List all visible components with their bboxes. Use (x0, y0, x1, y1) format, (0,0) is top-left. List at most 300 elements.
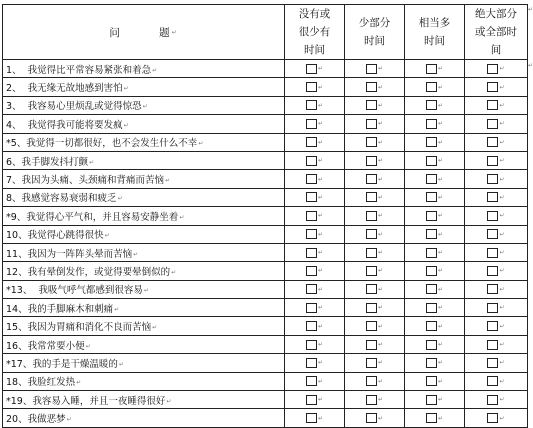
checkbox[interactable] (306, 376, 317, 386)
return-mark: ↵ (437, 267, 444, 275)
return-mark: ↵ (437, 193, 444, 201)
option-cell-considerable (405, 391, 465, 409)
return-mark: ↵ (499, 267, 505, 275)
question-text: 我的手是干燥温暖的 (32, 358, 118, 370)
checkbox[interactable] (487, 376, 498, 386)
question-row (3, 133, 528, 151)
checkbox[interactable] (306, 340, 317, 350)
return-mark: ↵ (437, 101, 444, 109)
option-cell-considerable (405, 60, 465, 78)
option-cell-most (465, 96, 528, 114)
option-cell-little (345, 280, 405, 298)
checkbox[interactable] (426, 321, 437, 331)
option-cell-little (345, 115, 405, 133)
question-number: 15、 (6, 322, 28, 334)
checkbox[interactable] (426, 174, 437, 184)
return-mark: ↵ (317, 249, 324, 257)
checkbox[interactable] (426, 119, 437, 129)
return-mark: ↵ (437, 304, 444, 312)
return-mark: ↵ (499, 304, 505, 312)
option-cell-none (285, 391, 345, 409)
question-text: 我容易心里烦乱或觉得惊恐 (21, 101, 142, 113)
option-cell-considerable (405, 151, 465, 169)
question-row (3, 170, 528, 188)
checkbox[interactable] (306, 192, 317, 202)
question-text: 我觉得我可能将要发疯 (21, 119, 123, 131)
checkbox[interactable] (366, 284, 377, 294)
option-cell-none (285, 317, 345, 335)
option-cell-none (285, 170, 345, 188)
question-number: 3、 (6, 101, 22, 113)
option-header-little: 少部分 时间 (345, 5, 405, 60)
option-cell-considerable (405, 207, 465, 225)
checkbox[interactable] (426, 229, 437, 239)
option-cell-none (285, 225, 345, 243)
return-mark: ↵ (171, 268, 177, 276)
return-mark: ↵ (123, 85, 129, 93)
return-mark: ↵ (437, 359, 444, 367)
return-mark: ↵ (377, 65, 384, 73)
checkbox[interactable] (366, 413, 377, 423)
return-mark: ↵ (499, 249, 505, 257)
option-cell-little (345, 188, 405, 206)
checkbox[interactable] (487, 340, 498, 350)
question-text: 我因为一阵阵头晕而苦恼 (27, 248, 133, 260)
return-mark: ↵ (499, 138, 505, 146)
return-mark: ↵ (499, 157, 505, 165)
return-mark: ↵ (152, 66, 158, 74)
question-text-cell (3, 133, 285, 151)
return-mark: ↵ (437, 212, 444, 220)
option-cell-little (345, 151, 405, 169)
option-cell-most (465, 317, 528, 335)
checkbox[interactable] (426, 358, 437, 368)
option-cell-none (285, 409, 345, 427)
checkbox[interactable] (426, 82, 437, 92)
return-mark: ↵ (499, 101, 505, 109)
checkbox[interactable] (366, 211, 377, 221)
checkbox[interactable] (426, 376, 437, 386)
return-mark: ↵ (437, 322, 444, 330)
return-mark: ↵ (317, 414, 324, 422)
checkbox[interactable] (306, 413, 317, 423)
checkbox[interactable] (306, 395, 317, 405)
checkbox[interactable] (426, 266, 437, 276)
question-text: 我常常要小便 (27, 340, 85, 352)
return-mark: ↵ (89, 158, 95, 166)
option-cell-considerable (405, 225, 465, 243)
question-text: 我因为头痛、头颈痛和背痛而苦恼 (21, 175, 165, 187)
return-mark: ↵ (198, 140, 204, 148)
question-row (3, 317, 528, 335)
question-number: *17、 (6, 358, 33, 370)
return-mark: ↵ (377, 377, 384, 385)
option-cell-most (465, 225, 528, 243)
option-cell-little (345, 225, 405, 243)
return-mark: ↵ (133, 250, 139, 258)
question-text: 我脸红发热 (27, 377, 76, 389)
return-mark: ↵ (499, 120, 505, 128)
return-mark: ↵ (437, 65, 444, 73)
return-mark: ↵ (437, 396, 444, 404)
question-text-cell (3, 60, 285, 78)
return-mark: ↵ (317, 396, 324, 404)
return-mark: ↵ (142, 103, 148, 111)
checkbox[interactable] (366, 321, 377, 331)
question-number: 20、 (6, 414, 28, 426)
checkbox[interactable] (426, 64, 437, 74)
option-cell-none (285, 354, 345, 372)
option-cell-considerable (405, 243, 465, 261)
option-cell-none (285, 60, 345, 78)
checkbox[interactable] (366, 100, 377, 110)
checkbox[interactable] (426, 156, 437, 166)
return-mark: ↵ (317, 322, 324, 330)
return-mark: ↵ (377, 175, 384, 183)
option-cell-little (345, 78, 405, 96)
return-mark: ↵ (166, 397, 172, 405)
return-mark: ↵ (114, 305, 120, 313)
return-mark: ↵ (85, 342, 91, 350)
return-mark: ↵ (317, 193, 324, 201)
question-row (3, 280, 528, 298)
return-mark: ↵ (377, 138, 384, 146)
checkbox[interactable] (487, 321, 498, 331)
return-mark: ↵ (317, 341, 324, 349)
return-mark: ↵ (377, 304, 384, 312)
checkbox[interactable] (487, 100, 498, 110)
question-row (3, 225, 528, 243)
return-mark: ↵ (104, 232, 110, 240)
checkbox[interactable] (306, 211, 317, 221)
question-text: 我无缘无故地感到害怕 (21, 83, 123, 95)
question-row (3, 354, 528, 372)
option-cell-most (465, 372, 528, 390)
checkbox[interactable] (306, 229, 317, 239)
option-cell-considerable (405, 115, 465, 133)
option-cell-little (345, 207, 405, 225)
checkbox[interactable] (426, 413, 437, 423)
return-mark: ↵ (437, 230, 444, 238)
return-mark: ↵ (499, 285, 505, 293)
checkbox[interactable] (306, 321, 317, 331)
question-text: 我觉得一切都很好，也不会发生什么不幸 (26, 138, 198, 150)
option-cell-most (465, 335, 528, 353)
checkbox[interactable] (487, 395, 498, 405)
checkbox[interactable] (366, 395, 377, 405)
checkbox[interactable] (426, 100, 437, 110)
return-mark: ↵ (377, 212, 384, 220)
return-mark: ↵ (377, 249, 384, 257)
checkbox[interactable] (426, 248, 437, 258)
option-cell-none (285, 243, 345, 261)
checkbox[interactable] (366, 192, 377, 202)
option-cell-considerable (405, 133, 465, 151)
checkbox[interactable] (426, 192, 437, 202)
return-mark: ↵ (499, 359, 505, 367)
question-text-cell (3, 243, 285, 261)
return-mark: ↵ (499, 230, 505, 238)
checkbox[interactable] (487, 211, 498, 221)
checkbox[interactable] (487, 284, 498, 294)
option-cell-little (345, 96, 405, 114)
checkbox[interactable] (366, 229, 377, 239)
return-mark: ↵ (317, 359, 324, 367)
question-text-cell (3, 170, 285, 188)
checkbox[interactable] (306, 137, 317, 147)
return-mark: ↵ (377, 101, 384, 109)
option-cell-none (285, 372, 345, 390)
checkbox[interactable] (426, 303, 437, 313)
checkbox[interactable] (366, 119, 377, 129)
checkbox[interactable] (487, 137, 498, 147)
option-cell-considerable (405, 78, 465, 96)
question-number: 12、 (6, 266, 28, 278)
option-cell-little (345, 372, 405, 390)
checkbox[interactable] (306, 266, 317, 276)
return-mark: ↵ (76, 379, 82, 387)
option-cell-little (345, 409, 405, 427)
option-cell-most (465, 391, 528, 409)
return-mark: ↵ (499, 193, 505, 201)
question-number: 2、 (6, 83, 22, 95)
checkbox[interactable] (306, 248, 317, 258)
question-text: 我觉得比平常容易紧张和着急 (21, 64, 152, 76)
option-cell-considerable (405, 188, 465, 206)
option-cell-none (285, 280, 345, 298)
question-text-cell (3, 280, 285, 298)
checkbox[interactable] (306, 119, 317, 129)
checkbox[interactable] (306, 303, 317, 313)
option-cell-most (465, 409, 528, 427)
return-mark: ↵ (317, 285, 324, 293)
question-number: 14、 (6, 303, 28, 315)
question-text-cell (3, 372, 285, 390)
question-number: *9、 (6, 211, 27, 223)
question-row (3, 335, 528, 353)
return-mark: ↵ (377, 414, 384, 422)
question-text: 我吸气呼气都感到很容易 (32, 285, 143, 297)
return-mark: ↵ (317, 157, 324, 165)
checkbox[interactable] (366, 248, 377, 258)
question-row (3, 96, 528, 114)
question-rows (3, 60, 528, 428)
checkbox[interactable] (487, 229, 498, 239)
checkbox[interactable] (426, 340, 437, 350)
question-text-cell (3, 78, 285, 96)
checkbox[interactable] (306, 358, 317, 368)
return-mark: ↵ (437, 414, 444, 422)
option-cell-considerable (405, 96, 465, 114)
question-row (3, 299, 528, 317)
question-text-cell (3, 262, 285, 280)
checkbox[interactable] (306, 100, 317, 110)
option-cell-none (285, 335, 345, 353)
question-text: 我做恶梦 (27, 414, 66, 426)
checkbox[interactable] (366, 266, 377, 276)
return-mark: ↵ (499, 175, 505, 183)
return-mark: ↵ (437, 157, 444, 165)
option-cell-none (285, 151, 345, 169)
return-mark: ↵ (437, 341, 444, 349)
option-cell-little (345, 170, 405, 188)
option-cell-most (465, 115, 528, 133)
option-cell-none (285, 115, 345, 133)
checkbox[interactable] (306, 64, 317, 74)
checkbox[interactable] (306, 284, 317, 294)
checkbox[interactable] (306, 174, 317, 184)
return-mark: ↵ (317, 120, 324, 128)
option-cell-most (465, 243, 528, 261)
option-cell-little (345, 243, 405, 261)
option-cell-considerable (405, 299, 465, 317)
option-cell-considerable (405, 262, 465, 280)
question-row (3, 243, 528, 261)
checkbox[interactable] (306, 156, 317, 166)
return-mark: ↵ (437, 83, 444, 91)
option-cell-most (465, 262, 528, 280)
return-mark: ↵ (528, 6, 533, 13)
checkbox[interactable] (366, 64, 377, 74)
option-cell-little (345, 391, 405, 409)
checkbox[interactable] (487, 358, 498, 368)
question-text-cell (3, 225, 285, 243)
return-mark: ↵ (317, 65, 324, 73)
checkbox[interactable] (487, 413, 498, 423)
checkbox[interactable] (487, 82, 498, 92)
question-text-cell (3, 391, 285, 409)
return-mark: ↵ (437, 175, 444, 183)
question-text-cell (3, 335, 285, 353)
question-text: 我容易入睡，并且一夜睡得很好 (32, 395, 166, 407)
return-mark: ↵ (317, 377, 324, 385)
checkbox[interactable] (487, 266, 498, 276)
question-text: 我手脚发抖打颤 (21, 156, 89, 168)
question-number: 10、 (6, 230, 28, 242)
option-cell-most (465, 170, 528, 188)
question-row (3, 391, 528, 409)
question-number: 1、 (6, 64, 22, 76)
option-cell-most (465, 299, 528, 317)
return-mark: ↵ (377, 285, 384, 293)
checkbox[interactable] (487, 192, 498, 202)
question-number: 11、 (6, 248, 28, 260)
question-text: 我因为胃痛和消化不良而苦恼 (27, 322, 152, 334)
return-mark: ↵ (528, 62, 533, 69)
checkbox[interactable] (487, 156, 498, 166)
question-text-cell (3, 409, 285, 427)
question-text-cell (3, 188, 285, 206)
option-cell-little (345, 317, 405, 335)
question-number: 8、 (6, 193, 22, 205)
option-cell-considerable (405, 170, 465, 188)
question-text: 我觉得心平气和，并且容易安静坐着 (26, 211, 179, 223)
question-number: 18、 (6, 377, 28, 389)
anxiety-scale-table (2, 4, 528, 428)
question-text-cell (3, 354, 285, 372)
option-cell-considerable (405, 317, 465, 335)
return-mark: ↵ (317, 101, 324, 109)
return-mark: ↵ (437, 138, 444, 146)
question-text: 我有晕倒发作，或觉得要晕倒似的 (27, 266, 171, 278)
checkbox[interactable] (366, 137, 377, 147)
option-header-most: 绝大部分 或全部时 间 (465, 5, 528, 60)
question-text-cell (3, 151, 285, 169)
question-number: 16、 (6, 340, 28, 352)
checkbox[interactable] (487, 119, 498, 129)
checkbox[interactable] (366, 82, 377, 92)
option-cell-considerable (405, 280, 465, 298)
option-cell-most (465, 151, 528, 169)
checkbox[interactable] (487, 64, 498, 74)
return-mark: ↵ (437, 120, 444, 128)
return-mark: ↵ (123, 121, 129, 129)
checkbox[interactable] (426, 137, 437, 147)
question-text-cell (3, 299, 285, 317)
return-mark: ↵ (499, 212, 505, 220)
question-row (3, 207, 528, 225)
return-mark: ↵ (499, 341, 505, 349)
return-mark: ↵ (499, 83, 505, 91)
option-cell-none (285, 133, 345, 151)
question-text-cell (3, 317, 285, 335)
question-number: *13、 (6, 285, 33, 297)
checkbox[interactable] (366, 376, 377, 386)
option-header-considerable: 相当多 时间 (405, 5, 465, 60)
return-mark: ↵ (437, 285, 444, 293)
question-number: 7、 (6, 175, 22, 187)
question-row (3, 78, 528, 96)
checkbox[interactable] (366, 174, 377, 184)
question-text: 我觉得心跳得很快 (27, 230, 104, 242)
return-mark: ↵ (499, 65, 505, 73)
checkbox[interactable] (426, 395, 437, 405)
option-cell-none (285, 299, 345, 317)
question-row (3, 262, 528, 280)
option-cell-little (345, 335, 405, 353)
option-header-none: 没有或 很少有 时间 (285, 5, 345, 60)
return-mark: ↵ (499, 377, 505, 385)
checkbox[interactable] (487, 248, 498, 258)
option-cell-considerable (405, 335, 465, 353)
checkbox[interactable] (366, 303, 377, 313)
option-cell-considerable (405, 372, 465, 390)
checkbox[interactable] (366, 358, 377, 368)
return-mark: ↵ (377, 322, 384, 330)
return-mark: ↵ (377, 83, 384, 91)
checkbox[interactable] (426, 211, 437, 221)
option-cell-little (345, 354, 405, 372)
return-mark: ↵ (317, 212, 324, 220)
question-text: 我的手脚麻木和刺痛 (27, 303, 114, 315)
question-number: 4、 (6, 119, 22, 131)
question-number: *19、 (6, 395, 33, 407)
checkbox[interactable] (366, 340, 377, 350)
option-cell-most (465, 78, 528, 96)
return-mark: ↵ (377, 193, 384, 201)
question-text-cell (3, 115, 285, 133)
checkbox[interactable] (426, 284, 437, 294)
return-mark: ↵ (377, 120, 384, 128)
option-cell-little (345, 299, 405, 317)
option-cell-most (465, 280, 528, 298)
checkbox[interactable] (487, 303, 498, 313)
checkbox[interactable] (306, 82, 317, 92)
checkbox[interactable] (487, 174, 498, 184)
checkbox[interactable] (366, 156, 377, 166)
return-mark: ↵ (117, 195, 123, 203)
return-mark: ↵ (437, 249, 444, 257)
